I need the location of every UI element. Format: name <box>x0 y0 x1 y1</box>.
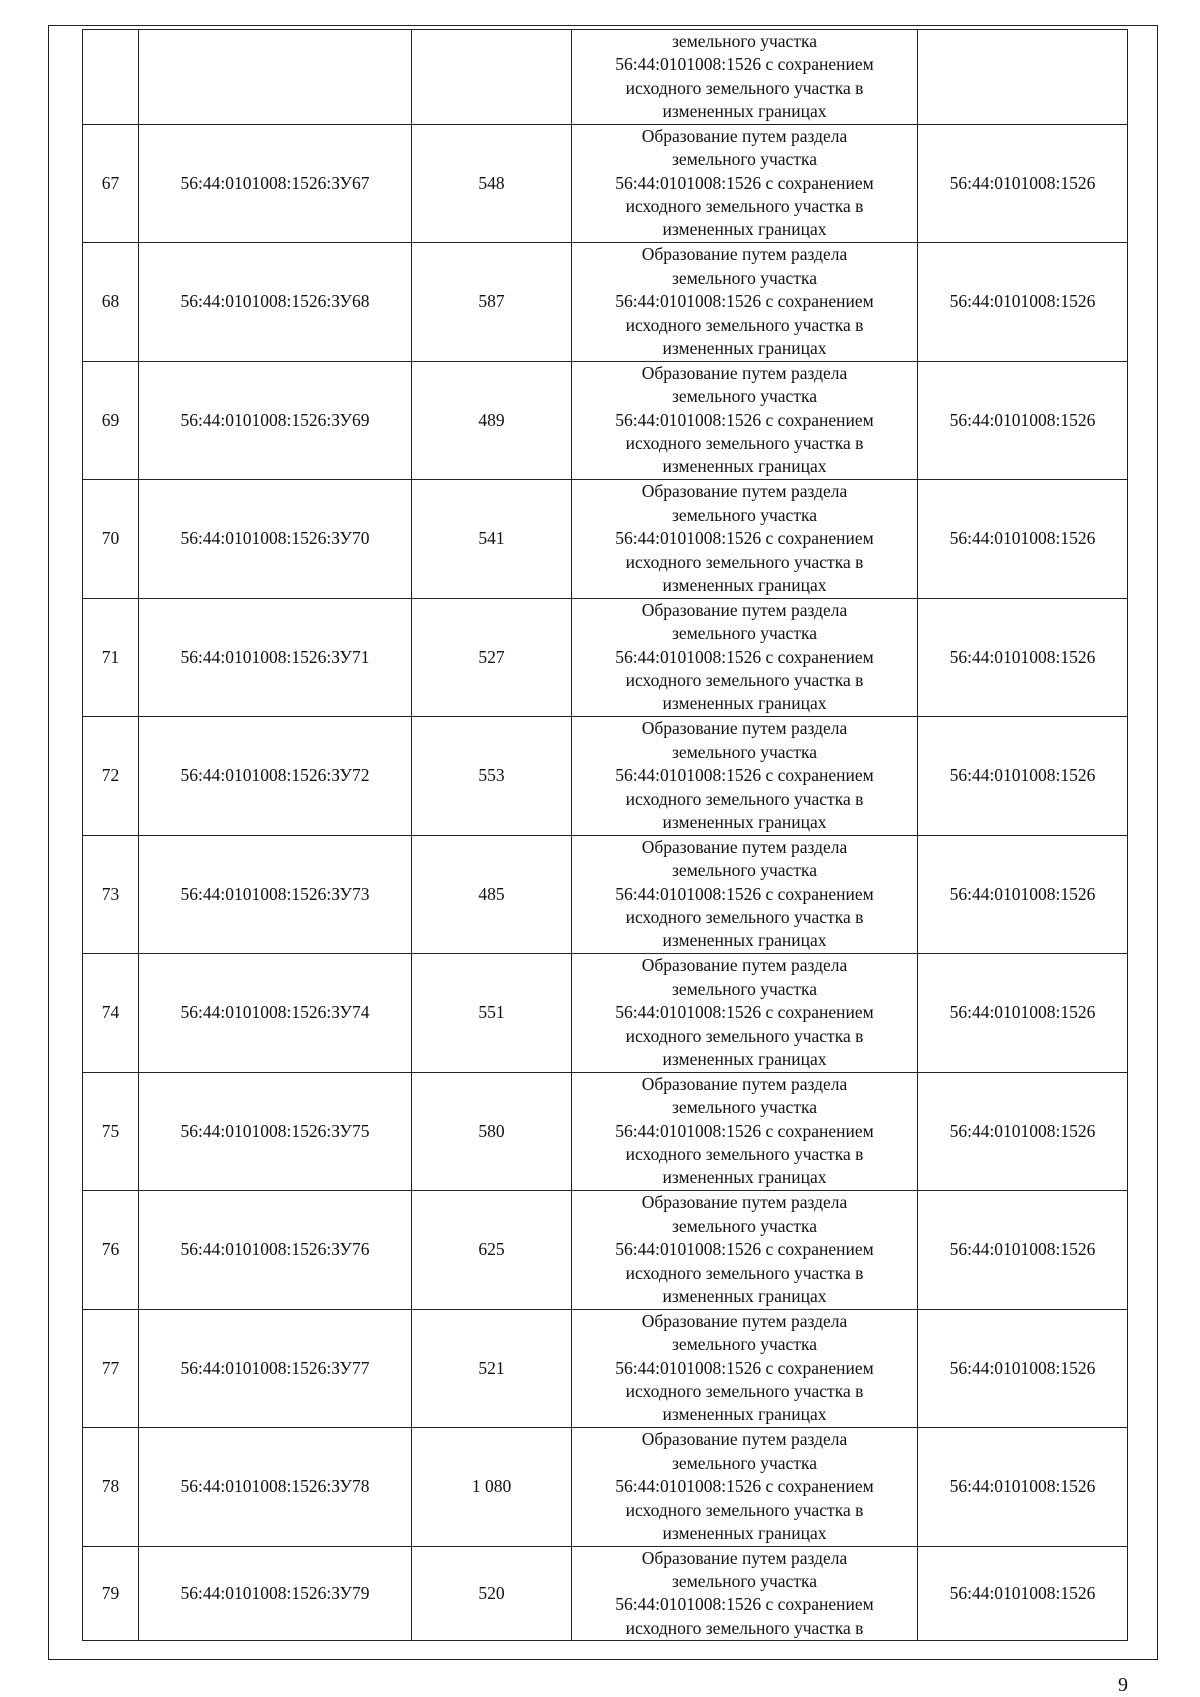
cell-description: Образование путем раздела земельного участка 56:44:0101008:1526 с сохранением исходного земельного участка в <box>572 1546 918 1641</box>
table-row <box>83 480 1128 599</box>
cell-source-plot: 56:44:0101008:1526 <box>918 598 1128 717</box>
table-row <box>83 1191 1128 1310</box>
cell-area: 521 <box>412 1309 572 1428</box>
cell-description: Образование путем раздела земельного участка 56:44:0101008:1526 с сохранением исходного земельного участка в измененных границах <box>572 243 918 362</box>
cell-area: 520 <box>412 1546 572 1641</box>
cell-plot-id: 56:44:0101008:1526:ЗУ67 <box>139 124 412 243</box>
cell-source-plot: 56:44:0101008:1526 <box>918 717 1128 836</box>
cell-area: 587 <box>412 243 572 362</box>
cell-number: 70 <box>83 480 139 599</box>
cell-plot-id: 56:44:0101008:1526:ЗУ76 <box>139 1191 412 1310</box>
cell-description: Образование путем раздела земельного участка 56:44:0101008:1526 с сохранением исходного земельного участка в измененных границах <box>572 361 918 480</box>
table-row <box>83 1309 1128 1428</box>
cell-number: 79 <box>83 1546 139 1641</box>
cell-plot-id: 56:44:0101008:1526:ЗУ77 <box>139 1309 412 1428</box>
cell-plot-id: 56:44:0101008:1526:ЗУ74 <box>139 954 412 1073</box>
table-row <box>83 243 1128 362</box>
cell-description: Образование путем раздела земельного участка 56:44:0101008:1526 с сохранением исходного земельного участка в измененных границах <box>572 1072 918 1191</box>
table-row <box>83 954 1128 1073</box>
cell-area: 551 <box>412 954 572 1073</box>
cell-plot-id: 56:44:0101008:1526:ЗУ68 <box>139 243 412 362</box>
cell-number <box>83 30 139 125</box>
cell-plot-id <box>139 30 412 125</box>
table-row <box>83 835 1128 954</box>
table-row-continued <box>83 30 1128 125</box>
cell-plot-id: 56:44:0101008:1526:ЗУ75 <box>139 1072 412 1191</box>
table-row <box>83 1546 1128 1641</box>
cell-source-plot: 56:44:0101008:1526 <box>918 1072 1128 1191</box>
cell-area: 625 <box>412 1191 572 1310</box>
cell-area: 580 <box>412 1072 572 1191</box>
cell-source-plot: 56:44:0101008:1526 <box>918 1428 1128 1547</box>
table-row <box>83 124 1128 243</box>
land-plots-table <box>82 29 1128 1641</box>
cell-area: 527 <box>412 598 572 717</box>
cell-number: 71 <box>83 598 139 717</box>
cell-plot-id: 56:44:0101008:1526:ЗУ71 <box>139 598 412 717</box>
cell-area: 489 <box>412 361 572 480</box>
cell-area: 553 <box>412 717 572 836</box>
cell-number: 67 <box>83 124 139 243</box>
cell-number: 78 <box>83 1428 139 1547</box>
cell-source-plot: 56:44:0101008:1526 <box>918 954 1128 1073</box>
cell-number: 75 <box>83 1072 139 1191</box>
cell-number: 76 <box>83 1191 139 1310</box>
cell-plot-id: 56:44:0101008:1526:ЗУ70 <box>139 480 412 599</box>
cell-number: 69 <box>83 361 139 480</box>
page-number: 9 <box>1118 1674 1128 1696</box>
cell-source-plot: 56:44:0101008:1526 <box>918 361 1128 480</box>
cell-plot-id: 56:44:0101008:1526:ЗУ79 <box>139 1546 412 1641</box>
cell-area: 541 <box>412 480 572 599</box>
cell-source-plot: 56:44:0101008:1526 <box>918 1309 1128 1428</box>
table-row <box>83 1428 1128 1547</box>
cell-source-plot: 56:44:0101008:1526 <box>918 1546 1128 1641</box>
cell-description: Образование путем раздела земельного участка 56:44:0101008:1526 с сохранением исходного земельного участка в измененных границах <box>572 598 918 717</box>
cell-plot-id: 56:44:0101008:1526:ЗУ72 <box>139 717 412 836</box>
cell-source-plot: 56:44:0101008:1526 <box>918 1191 1128 1310</box>
cell-description: Образование путем раздела земельного участка 56:44:0101008:1526 с сохранением исходного земельного участка в измененных границах <box>572 1309 918 1428</box>
table-row <box>83 717 1128 836</box>
cell-plot-id: 56:44:0101008:1526:ЗУ73 <box>139 835 412 954</box>
cell-plot-id: 56:44:0101008:1526:ЗУ69 <box>139 361 412 480</box>
cell-plot-id: 56:44:0101008:1526:ЗУ78 <box>139 1428 412 1547</box>
cell-description: Образование путем раздела земельного участка 56:44:0101008:1526 с сохранением исходного земельного участка в измененных границах <box>572 717 918 836</box>
cell-description: Образование путем раздела земельного участка 56:44:0101008:1526 с сохранением исходного земельного участка в измененных границах <box>572 954 918 1073</box>
cell-source-plot: 56:44:0101008:1526 <box>918 835 1128 954</box>
cell-number: 68 <box>83 243 139 362</box>
table-row <box>83 361 1128 480</box>
cell-number: 72 <box>83 717 139 836</box>
cell-description: Образование путем раздела земельного участка 56:44:0101008:1526 с сохранением исходного земельного участка в измененных границах <box>572 480 918 599</box>
cell-area: 1 080 <box>412 1428 572 1547</box>
cell-number: 77 <box>83 1309 139 1428</box>
cell-source-plot <box>918 30 1128 125</box>
cell-area <box>412 30 572 125</box>
cell-number: 74 <box>83 954 139 1073</box>
cell-number: 73 <box>83 835 139 954</box>
cell-description: земельного участка 56:44:0101008:1526 с сохранением исходного земельного участка в измененных границах <box>572 30 918 125</box>
table-row <box>83 1072 1128 1191</box>
cell-description: Образование путем раздела земельного участка 56:44:0101008:1526 с сохранением исходного земельного участка в измененных границах <box>572 1191 918 1310</box>
cell-description: Образование путем раздела земельного участка 56:44:0101008:1526 с сохранением исходного земельного участка в измененных границах <box>572 1428 918 1547</box>
cell-source-plot: 56:44:0101008:1526 <box>918 480 1128 599</box>
cell-area: 548 <box>412 124 572 243</box>
table-row <box>83 598 1128 717</box>
cell-source-plot: 56:44:0101008:1526 <box>918 243 1128 362</box>
cell-area: 485 <box>412 835 572 954</box>
cell-description: Образование путем раздела земельного участка 56:44:0101008:1526 с сохранением исходного земельного участка в измененных границах <box>572 124 918 243</box>
cell-description: Образование путем раздела земельного участка 56:44:0101008:1526 с сохранением исходного земельного участка в измененных границах <box>572 835 918 954</box>
cell-source-plot: 56:44:0101008:1526 <box>918 124 1128 243</box>
table-body <box>83 30 1128 1641</box>
